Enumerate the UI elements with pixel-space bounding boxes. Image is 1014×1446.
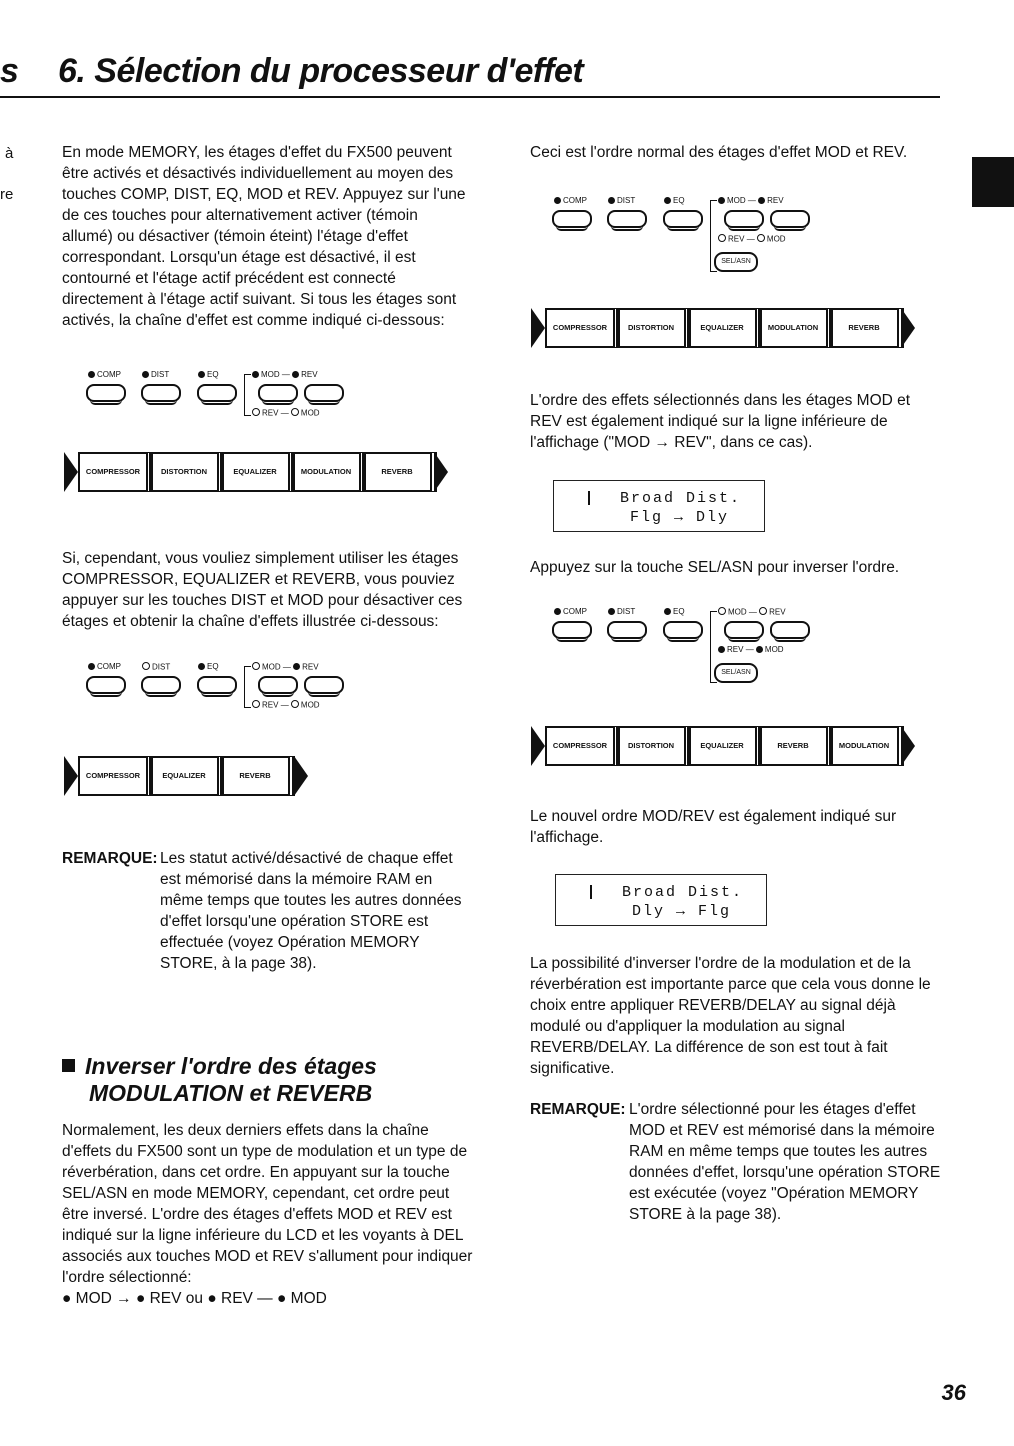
led-on-icon [293,663,300,670]
mod-key[interactable] [724,210,764,228]
rev-key[interactable] [770,621,810,639]
led-on-icon [664,608,671,615]
comp-key[interactable] [86,384,126,402]
order-led-label: REV — MOD [718,234,786,244]
intro-paragraph: En mode MEMORY, les étages d'effet du FX500 peuvent être activés et désactivés individuellement au moyen des touches COMP, DIST, EQ, MOD et REV. Appuyez sur l'une de ces touches pour alternativement activer (témoin allumé) ou désactiver (témoin éteint) l'étage d'effet correspondant. Lorsqu'un étage est désactivé, il est contourné et l'étage actif précédent est connecté directement à l'étage actif suivant. Si tous les étages sont activés, la chaîne d'effet est comme indiqué ci-dessous: [62,144,466,329]
mod-key[interactable] [258,676,298,694]
chain-equalizer: EQUALIZER [687,308,757,348]
lcd-cursor-icon [590,885,592,899]
margin-fragment: re [0,186,14,203]
led-off-icon [759,607,767,615]
signal-in-arrow-icon [64,452,78,492]
chain-modulation: MODULATION [829,726,899,766]
switch-panel [86,370,386,420]
chain-modulation: MODULATION [758,308,828,348]
led-on-icon [198,371,205,378]
eq-led-label: EQ [664,196,685,205]
chain-equalizer: EQUALIZER [149,756,219,796]
lcd-display [553,480,765,532]
signal-out-arrow-icon [901,726,915,766]
comp-led-label: COMP [88,370,121,379]
signal-out-arrow-icon [294,756,308,796]
effect-chain [64,756,324,796]
effect-chain [531,726,921,766]
dist-led-label: DIST [142,370,169,379]
led-on-icon [756,646,763,653]
effect-chain [531,308,921,348]
chain-compressor: COMPRESSOR [78,756,148,796]
chain-distortion: DISTORTION [616,308,686,348]
sel-asn-key[interactable]: SEL/ASN [714,252,758,272]
thumb-tab [972,157,1014,207]
led-on-icon [554,197,561,204]
title-rule [0,96,940,98]
rev-key[interactable] [304,676,344,694]
page-title: 6. Sélection du processeur d'effet [58,52,584,90]
led-off-icon [757,234,765,242]
chain-reverb: REVERB [220,756,290,796]
lcd-line-2: Dly → Flg [632,903,732,920]
dist-key[interactable] [141,676,181,694]
chain-reverb: REVERB [362,452,432,492]
effect-chain [64,452,454,492]
eq-key[interactable] [197,384,237,402]
dist-led-label: DIST [608,607,635,616]
section-body: Normalement, les deux derniers effets dans la chaîne d'effets du FX500 sont un type de modulation et un type de réverbération, dans cet ordre. En appuyant sur la touche SEL/ASN en mode MEMORY, cependant, cet ordre peut être inversé. L'ordre des étages d'effets MOD et REV est indiqué sur la ligne inférieure du LCD et les voyants à DEL associés aux touches MOD et REV s'allument pour indiquer l'ordre sélectionné: [62,1122,473,1286]
margin-letter: s [0,52,19,90]
led-on-icon [554,608,561,615]
led-on-icon [252,371,259,378]
switch-panel [552,196,852,276]
lcd-line-2: Flg → Dly [630,509,730,526]
comp-led-label: COMP [554,607,587,616]
right-paragraph-2: L'ordre des effets sélectionnés dans les étages MOD et REV est également indiqué sur la ligne inférieure de l'affichage ("MOD → REV", dans ce cas). [530,392,911,451]
dist-key[interactable] [607,210,647,228]
lcd-line-1: Broad Dist. [622,884,744,901]
lcd-display [555,874,767,926]
chain-reverb: REVERB [758,726,828,766]
remark-body: L'ordre sélectionné pour les étages d'effet MOD et REV est mémorisé dans la mémoire RAM en même temps que toutes les autres données d'effet, lorsqu'une opération STORE est exécutée (voyez "Opération MEMORY STORE à la page 38). [629,1101,941,1223]
lcd-line-1: Broad Dist. [620,490,742,507]
dist-key[interactable] [607,621,647,639]
rev-key[interactable] [770,210,810,228]
led-on-icon [88,371,95,378]
led-off-icon [252,662,260,670]
mod-rev-led-label: MOD — REV [252,370,318,379]
comp-key[interactable] [552,621,592,639]
comp-led-label: COMP [88,662,121,671]
right-paragraph-3: Appuyez sur la touche SEL/ASN pour inverser l'ordre. [530,559,900,576]
chain-modulation: MODULATION [291,452,361,492]
chain-equalizer: EQUALIZER [687,726,757,766]
comp-key[interactable] [552,210,592,228]
mod-rev-led-label: MOD — REV [718,607,786,617]
bullet-square-icon [62,1059,75,1072]
remark-label: REMARQUE: [62,850,158,867]
led-off-icon [252,700,260,708]
rev-key[interactable] [304,384,344,402]
led-on-icon [142,371,149,378]
margin-fragment: à [5,145,14,162]
mod-key[interactable] [724,621,764,639]
led-on-icon [718,646,725,653]
eq-led-label: EQ [198,662,219,671]
chain-compressor: COMPRESSOR [545,726,615,766]
dist-led-label: DIST [142,662,170,672]
signal-out-arrow-icon [901,308,915,348]
led-on-icon [664,197,671,204]
led-on-icon [88,663,95,670]
mod-rev-led-label: MOD — REV [252,662,319,672]
led-on-icon [292,371,299,378]
mod-rev-led-label: MOD — REV [718,196,784,205]
mod-key[interactable] [258,384,298,402]
led-on-icon [758,197,765,204]
switch-panel [86,662,386,712]
led-off-icon [291,408,299,416]
dist-led-label: DIST [608,196,635,205]
led-off-icon [142,662,150,670]
chain-compressor: COMPRESSOR [545,308,615,348]
eq-key[interactable] [197,676,237,694]
paragraph-2: Si, cependant, vous vouliez simplement utiliser les étages COMPRESSOR, EQUALIZER et REVERB, vous pouviez appuyer sur les touches DIST et MOD pour désactiver ces étages et obtenir la chaîne d'effets illustrée ci-dessous: [62,550,463,630]
chain-compressor: COMPRESSOR [78,452,148,492]
chain-distortion: DISTORTION [616,726,686,766]
mod-rev-bracket [244,666,251,708]
signal-in-arrow-icon [64,756,78,796]
remark-label: REMARQUE: [530,1101,626,1118]
section-led-order: ● MOD → ● REV ou ● REV — ● MOD [62,1290,327,1307]
comp-key[interactable] [86,676,126,694]
comp-led-label: COMP [554,196,587,205]
led-off-icon [291,700,299,708]
right-paragraph-4: Le nouvel ordre MOD/REV est également indiqué sur l'affichage. [530,808,897,846]
signal-in-arrow-icon [531,726,545,766]
led-on-icon [718,197,725,204]
eq-key[interactable] [663,210,703,228]
led-on-icon [608,197,615,204]
eq-led-label: EQ [198,370,219,379]
switch-panel [552,607,852,687]
chain-equalizer: EQUALIZER [220,452,290,492]
sel-asn-key[interactable]: SEL/ASN [714,663,758,683]
right-paragraph-1: Ceci est l'ordre normal des étages d'effet MOD et REV. [530,144,908,161]
signal-out-arrow-icon [434,452,448,492]
eq-key[interactable] [663,621,703,639]
led-off-icon [252,408,260,416]
led-on-icon [198,663,205,670]
chain-reverb: REVERB [829,308,899,348]
order-led-label: REV — MOD [718,645,784,654]
right-paragraph-5: La possibilité d'inverser l'ordre de la modulation et de la réverbération est importante parce que cela vous donne le choix entre appliquer REVERB/DELAY au signal déjà modulé ou d'appliquer la modulation au signal REVERB/DELAY. La différence de son est tout à fait significative. [530,955,931,1077]
order-led-label: REV — MOD [252,408,320,418]
lcd-cursor-icon [588,491,590,505]
remark-body: Les statut activé/désactivé de chaque effet est mémorisé dans la mémoire RAM en même temps que toutes les autres données d'effet lorsqu'une opération STORE est effectuée (voyez Opération MEMORY STORE, à la page 38). [160,850,462,972]
page-number: 36 [941,1380,966,1405]
mod-rev-bracket [244,374,251,416]
chain-distortion: DISTORTION [149,452,219,492]
eq-led-label: EQ [664,607,685,616]
led-on-icon [608,608,615,615]
led-off-icon [718,607,726,615]
led-off-icon [718,234,726,242]
dist-key[interactable] [141,384,181,402]
order-led-label: REV — MOD [252,700,320,710]
signal-in-arrow-icon [531,308,545,348]
section-heading: Inverser l'ordre des étages MODULATION et REVERB [62,1053,472,1107]
